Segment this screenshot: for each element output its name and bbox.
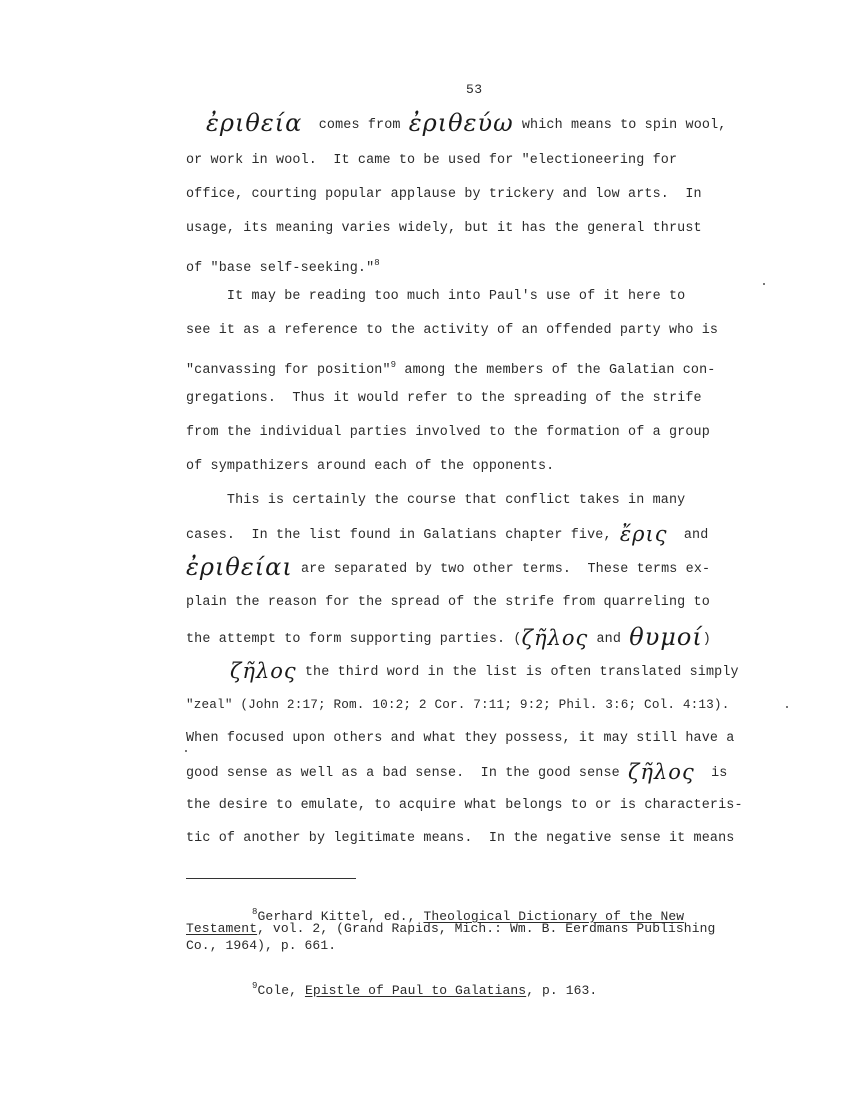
greek-word-zelos: ζῆλος (521, 626, 589, 650)
body-line: cases. In the list found in Galatians chapter five, ἔρις and (186, 522, 709, 546)
body-line: good sense as well as a bad sense. In the good sense ζῆλος is (186, 760, 728, 784)
body-line: "zeal" (John 2:17; Rom. 10:2; 2 Cor. 7:11; 9:2; Phil. 3:6; Col. 4:13). (186, 697, 730, 712)
citation-title: Epistle of Paul to Galatians (304, 983, 527, 998)
body-line: This is certainly the course that conflict takes in many (186, 493, 686, 508)
body-line: usage, its meaning varies widely, but it has the general thrust (186, 221, 702, 236)
footnote-ref-8: 8 (374, 258, 380, 268)
body-line: office, courting popular applause by trickery and low arts. In (186, 187, 702, 202)
body-line: It may be reading too much into Paul's use of it here to (186, 289, 686, 304)
scan-speck (786, 706, 788, 708)
greek-word-thumoi: θυμοί (629, 623, 703, 651)
body-line: the attempt to form supporting parties. (ζῆλος and θυμοί) (186, 623, 711, 651)
body-line: ζῆλος the third word in the list is often translated simply (230, 659, 739, 683)
footnote-line: Testament, vol. 2, (Grand Rapids, Mich.: Wm. B. Eerdmans Publishing (186, 921, 716, 936)
body-line: of sympathizers around each of the opponents. (186, 459, 555, 474)
body-line: tic of another by legitimate means. In the negative sense it means (186, 831, 735, 846)
footnote-ref-9: 9 (390, 360, 397, 370)
body-line: plain the reason for the spread of the strife from quarreling to (186, 595, 710, 610)
greek-word-zelos: ζῆλος (628, 760, 695, 784)
footnote-8: $^8$Gerhard Kittel, ed., Theological Dictionary of the New (252, 907, 685, 924)
scan-speck (185, 750, 187, 752)
page-number: 53 (466, 82, 483, 97)
greek-word-eris: ἔρις (619, 522, 668, 546)
body-line: gregations. Thus it would refer to the spreading of the strife (186, 391, 702, 406)
body-line: ἐριθείαι are separated by two other terms. These terms ex- (186, 553, 711, 581)
body-line: or work in wool. It came to be used for "electioneering for (186, 153, 678, 168)
body-line: the desire to emulate, to acquire what belongs to or is characteris- (186, 798, 743, 813)
greek-word-eritheuo: ἐριθεύω (408, 109, 514, 137)
scan-speck (763, 283, 765, 285)
footnote-9: $^9$Cole, Epistle of Paul to Galatians, p. 163. (252, 981, 598, 998)
body-line: "canvassing for position"$^9$ among the members of the Galatian con- (186, 360, 716, 378)
body-line: see it as a reference to the activity of an offended party who is (186, 323, 719, 338)
body-line: from the individual parties involved to the formation of a group (186, 425, 710, 440)
body-line: When focused upon others and what they possess, it may still have a (186, 731, 735, 746)
body-line: of "base self-seeking."$^8$ (186, 258, 380, 276)
citation-title: Theological Dictionary of the New (423, 909, 685, 924)
greek-word-zelos: ζῆλος (230, 659, 297, 683)
greek-word-eritheiai: ἐριθείαι (186, 553, 293, 581)
footnote-separator (186, 878, 356, 879)
greek-word-eritheia: ἐριθεία (206, 109, 303, 137)
footnote-line: Co., 1964), p. 661. (186, 938, 337, 953)
citation-title: Testament (186, 921, 258, 936)
body-line: ἐριθεία comes from ἐριθεύω which means to spin wool, (206, 109, 727, 137)
